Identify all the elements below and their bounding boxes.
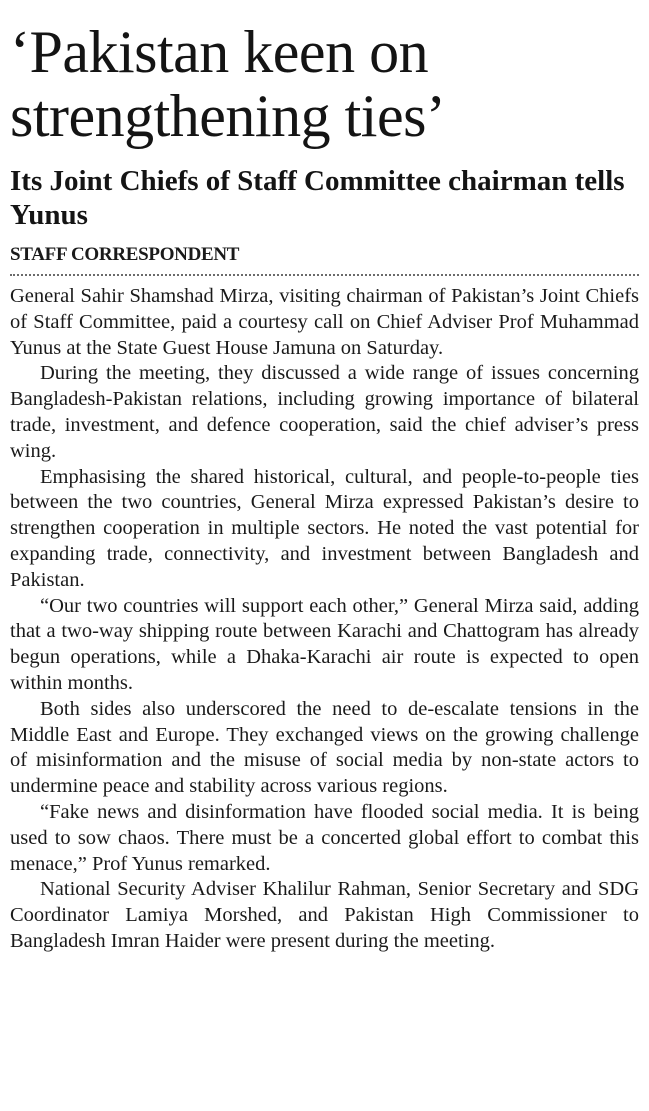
article-body xyxy=(10,284,639,955)
dotted-divider xyxy=(10,274,639,276)
paragraph-3: Emphasising the shared historical, cultural, and people-to-people ties between the two countries, General Mirza expressed Pakistan’s desire to strengthen cooperation in multiple sectors. He noted the vast potential for expanding trade, connectivity, and investment between Bangladesh and Pakistan. xyxy=(10,465,639,591)
paragraph-7: National Security Adviser Khalilur Rahman, Senior Secretary and SDG Coordinator Lamiya Morshed, and Pakistan High Commissioner to Bangladesh Imran Haider were present during the meeting. xyxy=(10,878,639,952)
byline: STAFF CORRESPONDENT xyxy=(10,244,240,265)
paragraph-1: General Sahir Shamshad Mirza, visiting chairman of Pakistan’s Joint Chiefs of Staff Committee, paid a courtesy call on Chief Adviser Prof Muhammad Yunus at the State Guest House Jamuna on Saturday. xyxy=(10,285,639,359)
subheadline: Its Joint Chiefs of Staff Committee chairman tells Yunus xyxy=(10,165,625,231)
paragraph-5: Both sides also underscored the need to de-escalate tensions in the Middle East and Europe. They exchanged views on the growing challenge of misinformation and the misuse of social media by non-state actors to undermine peace and stability across various regions. xyxy=(10,697,639,798)
paragraph-4: “Our two countries will support each other,” General Mirza said, adding that a two-way shipping route between Karachi and Chattogram has already begun operations, while a Dhaka-Karachi air route is expected to open within months. xyxy=(10,594,639,694)
news-article xyxy=(10,0,639,955)
headline: ‘Pakistan keen on strengthening ties’ xyxy=(10,19,446,149)
paragraph-6: “Fake news and disinformation have flooded social media. It is being used to sow chaos. There must be a concerted global effort to combat this menace,” Prof Yunus remarked. xyxy=(10,800,639,875)
paragraph-2: During the meeting, they discussed a wide range of issues concerning Bangladesh-Pakistan relations, including growing importance of bilateral trade, investment, and defence cooperation, said the chief adviser’s press wing. xyxy=(10,362,639,462)
